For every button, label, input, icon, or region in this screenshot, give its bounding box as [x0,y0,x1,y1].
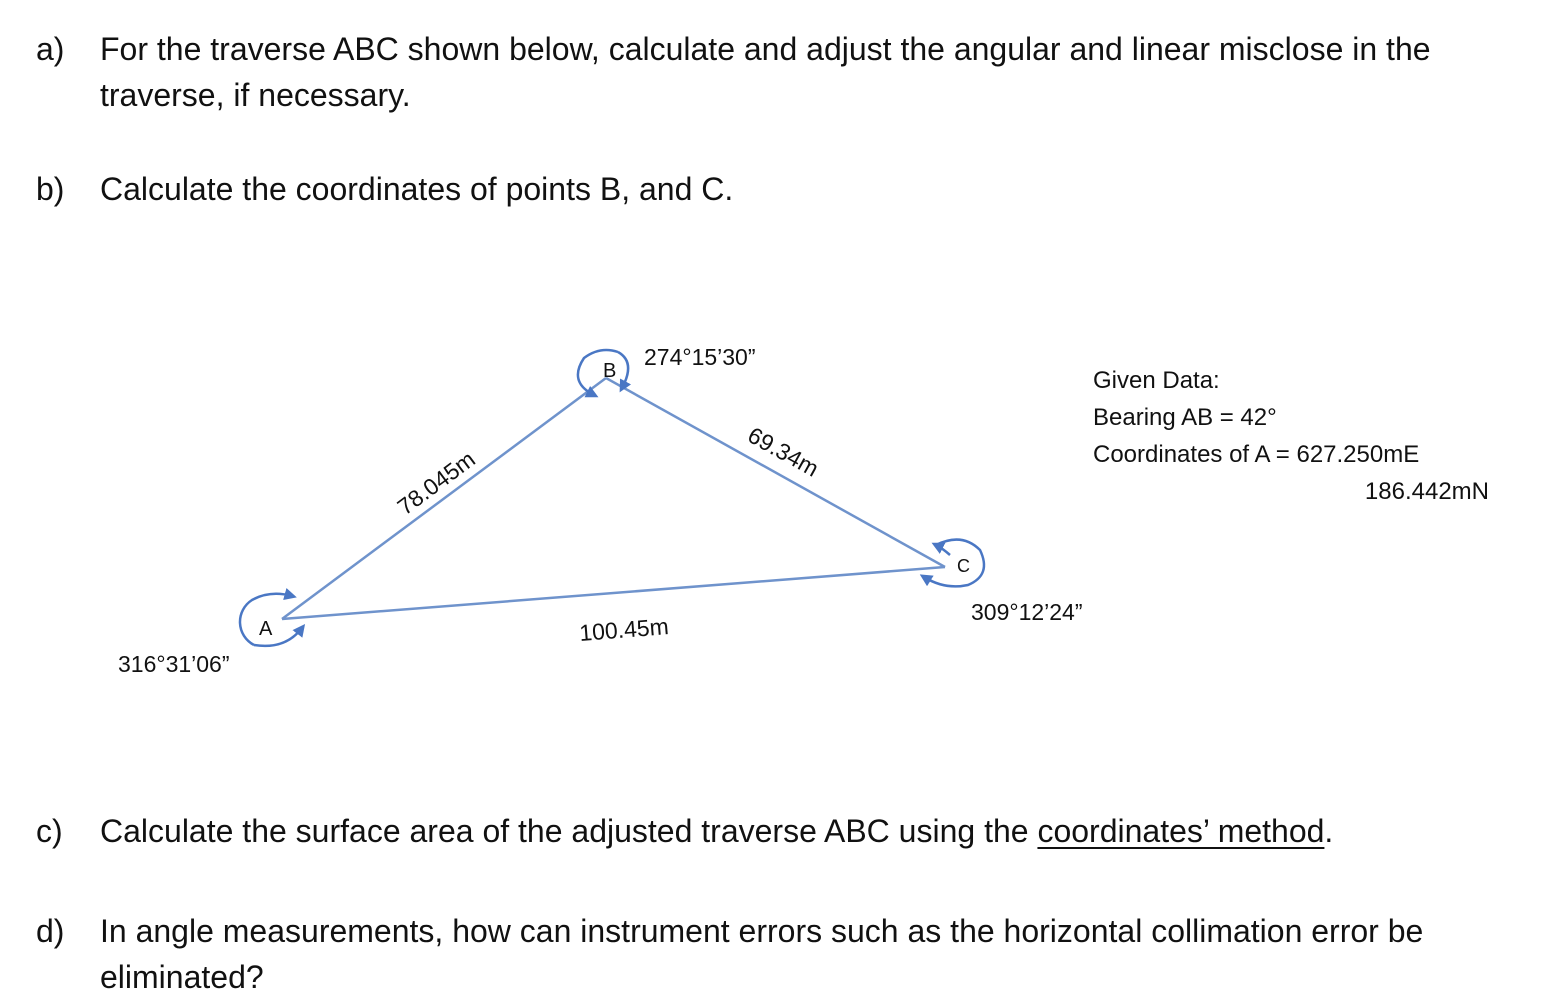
point-label-b: B [603,360,617,382]
question-d [36,908,1526,1000]
distance-ca: 100.45m [578,613,670,646]
question-c-text-after: . [1324,813,1334,849]
given-coords-line2: 186.442mN [1364,478,1489,505]
question-d-text: In angle measurements, how can instrument errors such as the horizontal collimation error be eliminated? [100,913,1424,995]
question-d-label: d) [36,913,65,949]
question-b-text: Calculate the coordinates of points B, and C. [100,171,734,207]
angle-b: 274°15’30” [644,344,756,370]
question-c-text-before: Calculate the surface area of the adjusted traverse ABC using the [100,813,1038,849]
point-label-a: A [259,618,273,640]
angle-arc-b-end [618,352,628,388]
given-coords-line1: Coordinates of A = 627.250mE [1093,441,1420,468]
question-c [36,808,1526,854]
angle-arc-c-start [936,545,950,555]
angle-c: 309°12’24” [971,599,1083,625]
given-title: Given Data: [1093,367,1220,394]
question-a-text: For the traverse ABC shown below, calculate and adjust the angular and linear misclose in the traverse, if necessary. [100,31,1431,113]
angle-arc-c [924,540,984,587]
question-c-underlined: coordinates’ method [1037,813,1325,849]
point-label-c: C [957,556,970,576]
question-c-label: c) [36,813,63,849]
distance-bc: 69.34m [743,421,824,482]
given-bearing: Bearing AB = 42° [1093,404,1277,431]
angle-a: 316°31’06” [118,651,230,677]
leg-bc [606,378,945,567]
question-a-label: a) [36,31,65,67]
question-c-text [100,808,1526,854]
question-b-label: b) [36,171,65,207]
leg-ab [282,378,606,619]
distance-ab: 78.045m [392,445,480,521]
leg-ca [282,567,945,619]
